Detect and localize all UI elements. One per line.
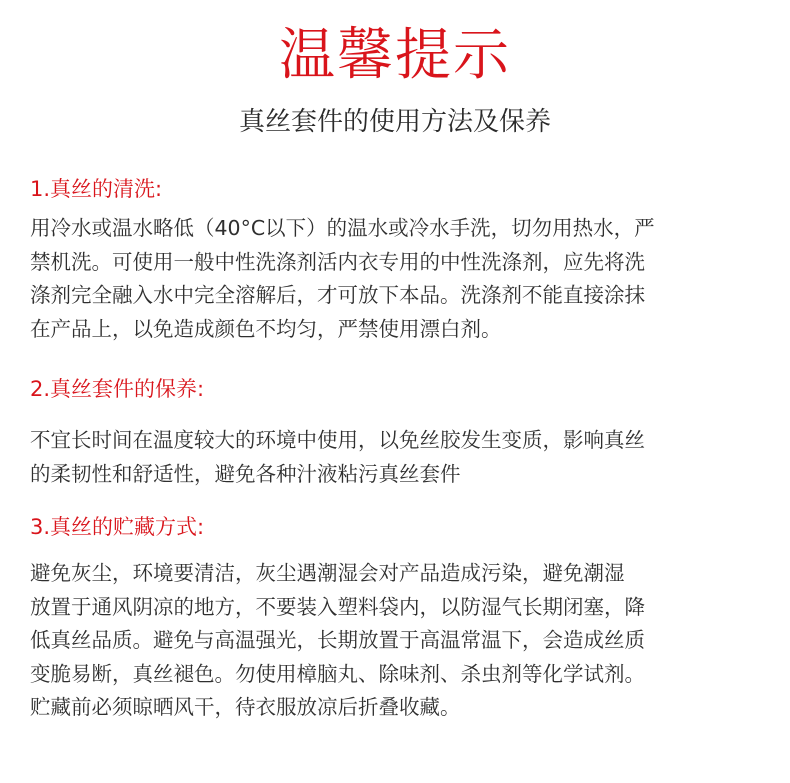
section-heading-maintenance: 2.真丝套件的保养: [30,377,205,401]
section-heading-storage: 3.真丝的贮藏方式: [30,515,205,539]
section-heading-washing: 1.真丝的清洗: [30,177,163,201]
section-body-washing [30,212,766,346]
section-body-maintenance [30,424,766,491]
body-line: 低真丝品质。避免与高温强光，长期放置于高温常温下，会造成丝质 [30,628,645,652]
section-body-storage [30,557,766,725]
body-line: 禁机洗。可使用一般中性洗涤剂活内衣专用的中性洗涤剂，应先将洗 [30,249,645,274]
body-line: 涤剂完全融入水中完全溶解后，才可放下本品。洗涤剂不能直接涂抹 [30,283,645,307]
body-line: 变脆易断，真丝褪色。勿使用樟脑丸、除味剂、杀虫剂等化学试剂。 [30,661,645,686]
page-subtitle: 真丝套件的使用方法及保养 [238,107,551,137]
body-line: 的柔韧性和舒适性，避免各种汁液粘污真丝套件 [30,461,461,486]
body-line: 放置于通风阴凉的地方，不要装入塑料袋内，以防湿气长期闭塞，降 [30,594,645,619]
body-line: 不宜长时间在温度较大的环境中使用，以免丝胶发生变质，影响真丝 [30,428,645,452]
body-line: 用冷水或温水略低（40°C以下）的温水或冷水手洗，切勿用热水，严 [30,216,655,240]
body-line: 贮藏前必须晾晒风干，待衣服放凉后折叠收藏。 [30,695,461,719]
page-title: 温馨提示 [279,23,511,88]
body-line: 避免灰尘，环境要清洁，灰尘遇潮湿会对产品造成污染，避免潮湿 [30,561,625,585]
body-line: 在产品上，以免造成颜色不均匀，严禁使用漂白剂。 [30,316,502,341]
